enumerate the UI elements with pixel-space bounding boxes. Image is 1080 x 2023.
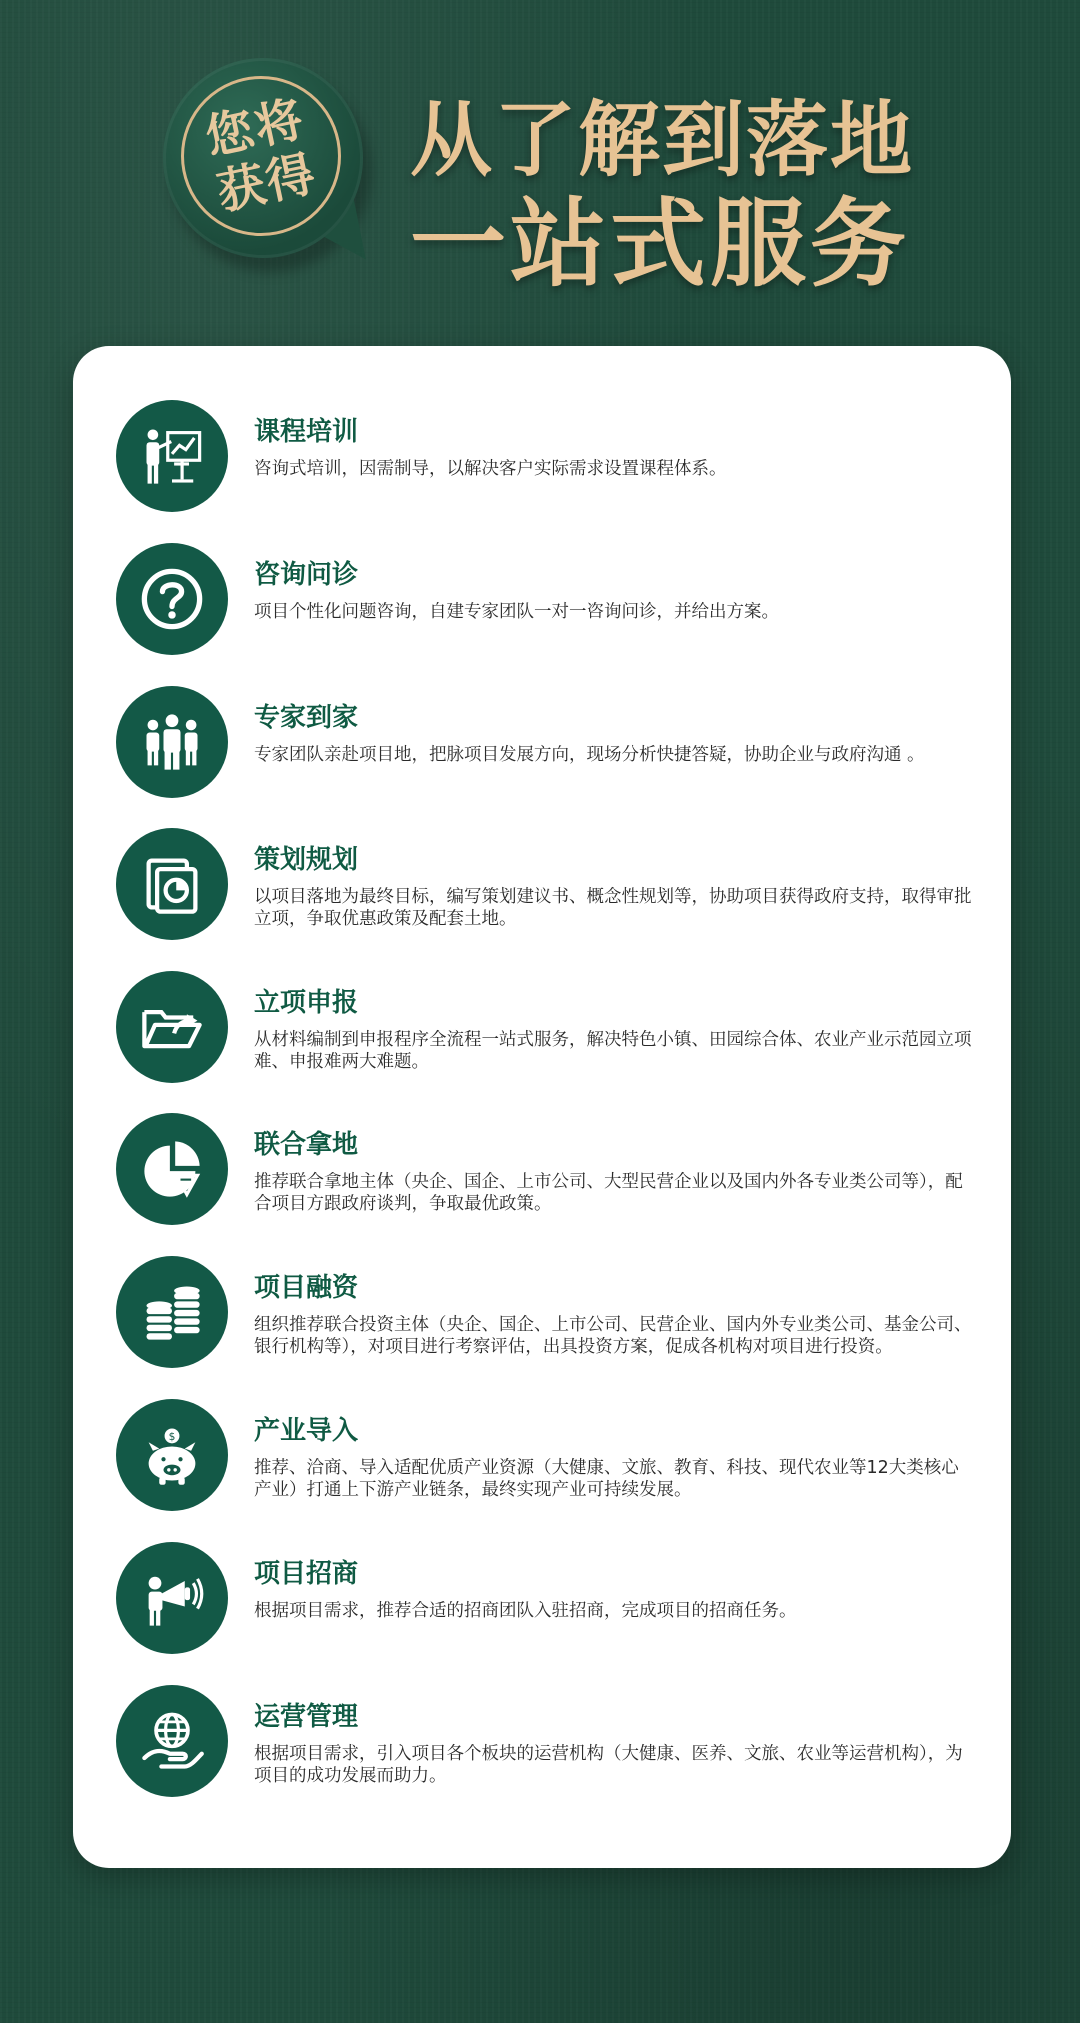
folder-upload-icon bbox=[138, 993, 206, 1061]
page-headline bbox=[410, 92, 915, 300]
headline-line-1: 从了解到落地 bbox=[410, 92, 915, 188]
service-description: 根据项目需求，推荐合适的招商团队入驻招商，完成项目的招商任务。 bbox=[254, 1601, 797, 1621]
service-icon-circle bbox=[116, 1256, 228, 1368]
service-title: 项目招商 bbox=[254, 1559, 359, 1589]
headline-line-2: 一站式服务 bbox=[410, 187, 910, 300]
service-icon-circle bbox=[116, 543, 228, 655]
service-icon-circle bbox=[116, 1542, 228, 1654]
service-title: 运营管理 bbox=[254, 1702, 359, 1732]
service-description: 项目个性化问题咨询，自建专家团队一对一咨询问诊，并给出方案。 bbox=[254, 602, 779, 622]
service-description: 以项目落地为最终目标，编写策划建议书、概念性规划等，协助项目获得政府支持，取得审批立项，争取优惠政策及配套土地。 bbox=[254, 887, 972, 929]
service-title: 产业导入 bbox=[254, 1416, 359, 1446]
service-description: 推荐联合拿地主体（央企、国企、上市公司、大型民营企业以及国内外各专业类公司等），配合项目方跟政府谈判，争取最优政策。 bbox=[254, 1172, 963, 1214]
header-badge bbox=[163, 58, 373, 268]
service-title: 项目融资 bbox=[254, 1273, 359, 1303]
question-mark-icon bbox=[138, 565, 206, 633]
service-title: 策划规划 bbox=[254, 845, 359, 875]
globe-hand-icon bbox=[138, 1707, 206, 1775]
pie-chart-icon bbox=[138, 1135, 206, 1203]
service-title: 专家到家 bbox=[254, 703, 359, 733]
service-title: 课程培训 bbox=[254, 417, 359, 447]
service-icon-circle bbox=[116, 686, 228, 798]
badge-line-2: 获得 bbox=[212, 145, 322, 222]
piggy-bank-icon bbox=[138, 1421, 206, 1489]
services-card bbox=[73, 346, 1011, 1868]
service-description: 从材料编制到申报程序全流程一站式服务，解决特色小镇、田园综合体、农业产业示范园立项难、申报难两大难题。 bbox=[254, 1030, 972, 1072]
service-icon-circle bbox=[116, 1113, 228, 1225]
service-icon-circle bbox=[116, 400, 228, 512]
service-description: 推荐、洽商、导入适配优质产业资源（大健康、文旅、教育、科技、现代农业等12大类核心产业）打通上下游产业链条，最终实现产业可持续发展。 bbox=[254, 1458, 959, 1500]
service-icon-circle bbox=[116, 828, 228, 940]
service-description: 根据项目需求，引入项目各个板块的运营机构（大健康、医养、文旅、农业等运营机构），为项目的成功发展而助力。 bbox=[254, 1744, 963, 1786]
service-description: 咨询式培训，因需制导，以解决客户实际需求设置课程体系。 bbox=[254, 459, 727, 479]
service-icon-circle bbox=[116, 1685, 228, 1797]
service-title: 咨询问诊 bbox=[254, 560, 359, 590]
service-icon-circle bbox=[116, 971, 228, 1083]
badge-text bbox=[166, 61, 356, 251]
service-description: 专家团队亲赴项目地，把脉项目发展方向，现场分析快捷答疑，协助企业与政府沟通 。 bbox=[254, 745, 925, 765]
team-people-icon bbox=[138, 708, 206, 776]
service-title: 立项申报 bbox=[254, 988, 359, 1018]
service-description: 组织推荐联合投资主体（央企、国企、上市公司、民营企业、国内外专业类公司、基金公司、银行机构等），对项目进行考察评估，出具投资方案，促成各机构对项目进行投资。 bbox=[254, 1315, 972, 1357]
megaphone-person-icon bbox=[138, 1564, 206, 1632]
coin-stacks-icon bbox=[138, 1278, 206, 1346]
planning-document-icon bbox=[138, 850, 206, 918]
service-icon-circle bbox=[116, 1399, 228, 1511]
service-title: 联合拿地 bbox=[254, 1130, 359, 1160]
svg-text:$: $ bbox=[168, 1430, 176, 1444]
teaching-presentation-icon bbox=[138, 422, 206, 490]
badge-line-1: 您将 bbox=[200, 90, 310, 167]
